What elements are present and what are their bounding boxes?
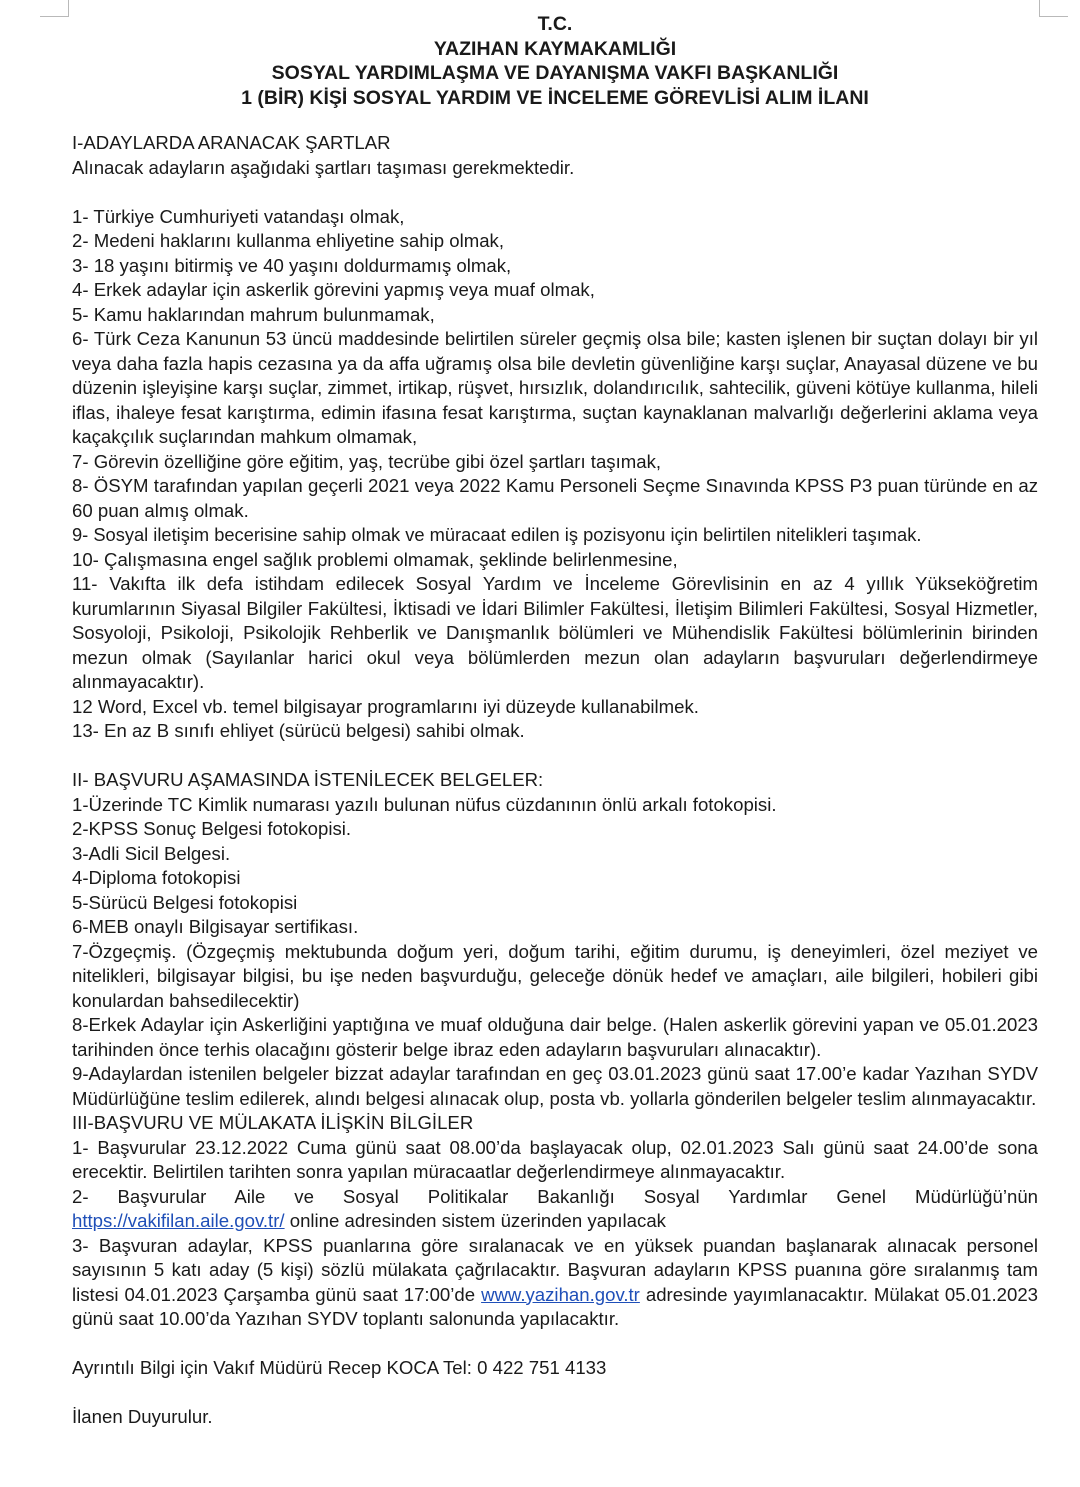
section1-intro: Alınacak adayların aşağıdaki şartları taşıması gerekmektedir. — [72, 156, 575, 178]
application-item-2-rest: online adresinden sistem üzerinden yapılacak — [284, 1210, 666, 1231]
condition-item-4: 4- Erkek adaylar için askerlik görevini yapmış veya muaf olmak, — [72, 279, 595, 300]
spacer — [72, 744, 1038, 769]
condition-item-10: 10- Çalışmasına engel sağlık problemi olmamak, şeklinde belirlenmesine, — [72, 548, 678, 570]
document-item-4: 4-Diploma fotokopisi — [72, 867, 241, 888]
document-page — [72, 12, 1038, 1430]
document-item-2: 2-KPSS Sonuç Belgesi fotokopisi. — [72, 818, 352, 839]
condition-item-12: 12 Word, Excel vb. temel bilgisayar programlarını iyi düzeyde kullanabilmek. — [72, 695, 699, 717]
condition-item-3: 3- 18 yaşını bitirmiş ve 40 yaşını doldurmamış olmak, — [72, 254, 512, 276]
vakifilan-link[interactable]: https://vakifilan.aile.gov.tr/ — [72, 1210, 285, 1231]
document-item-5: 5-Sürücü Belgesi fotokopisi — [72, 891, 298, 913]
condition-item-5: 5- Kamu haklarından mahrum bulunmamak, — [72, 303, 435, 325]
section2-heading: II- BAŞVURU AŞAMASINDA İSTENİLECEK BELGELER: — [72, 769, 544, 790]
condition-item-11: 11- Vakıfta ilk defa istihdam edilecek Sosyal Yardım ve İnceleme Görevlisinin en az 4 yıllık Yükseköğretim kurumlarının Siyasal Bilgiler Fakültesi, İktisadi ve İdari Bilimler Fakültesi, İletişim Bilimleri Fakültesi, Sosyal Hizmetler, Sosyoloji, Psikoloji, Psikolojik Rehberlik ve Danışmanlık bölümleri ve Mühendislik Fakültesi bölümlerinin birinden mezun olmak (Sayılanlar harici okul veya bölümlerden mezun olan adayların başvuruları değerlendirmeye alınmayacaktır). — [72, 573, 1038, 692]
section3-heading: III-BAŞVURU VE MÜLAKATA İLİŞKİN BİLGİLER — [72, 1112, 474, 1133]
document-item-7: 7-Özgeçmiş. (Özgeçmiş mektubunda doğum yeri, doğum tarihi, eğitim durumu, iş deneyimleri, özel meziyet ve nitelikleri, bilgisayar bilgisi, bu işe neden başvurduğu, geleceğe dönük hedef ve amaçları, aile bilgileri, hobileri gibi konulardan bahsedilecektir) — [72, 940, 1038, 1011]
document-item-6: 6-MEB onaylı Bilgisayar sertifikası. — [72, 916, 359, 937]
application-item-1: 1- Başvurular 23.12.2022 Cuma günü saat 08.00’da başlayacak olup, 02.01.2023 Salı günü saat 24.00’de sona erecektir. Belirtilen tarihten sonra yapılan müracaatlar değerlendirmeye alınmayacaktır. — [72, 1136, 1038, 1182]
spacer — [72, 1381, 1038, 1406]
document-item-9: 9-Adaylardan istenilen belgeler bizzat adaylar tarafından en geç 03.01.2023 günü saat 17.00’e kadar Yazıhan SYDV Müdürlüğüne teslim edilerek, alındı belgesi alınacak olup, posta vb. yollarla gönderilen belgeler teslim alınmayacaktır. — [72, 1063, 1038, 1109]
application-item-2-line2 — [72, 1209, 1038, 1234]
header-ilan-title: 1 (BİR) KİŞİ SOSYAL YARDIM VE İNCELEME GÖREVLİSİ ALIM İLANI — [241, 86, 869, 109]
document-item-8: 8-Erkek Adaylar için Askerliğini yaptığına ve muaf olduğuna dair belge. (Halen askerlik görevini yapan ve 05.01.2023 tarihinden önce terhis olacağını gösterir belge ibraz eden adayların başvuruları alınacaktır). — [72, 1014, 1038, 1060]
closing-text: İlanen Duyurulur. — [72, 1406, 213, 1427]
condition-item-7: 7- Görevin özelliğine göre eğitim, yaş, tecrübe gibi özel şartları taşımak, — [72, 450, 662, 472]
spacer — [72, 1332, 1038, 1357]
spacer — [72, 180, 1038, 205]
page-corner-mark-left — [40, 0, 69, 17]
section1-heading: I-ADAYLARDA ARANACAK ŞARTLAR — [72, 132, 391, 153]
header-tc: T.C. — [537, 13, 573, 35]
yazihan-gov-link[interactable]: www.yazihan.gov.tr — [481, 1283, 640, 1305]
condition-item-6: 6- Türk Ceza Kanunun 53 üncü maddesinde belirtilen süreler geçmiş olsa bile; kasten işlenen bir suçtan dolayı bir yıl veya daha fazla hapis cezasına ya da affa uğramış olsa bile devletin güvenliğine karşı suçlar, Anayasal düzene ve bu düzenin işleyişine karşı suçlar, zimmet, irtikap, rüşvet, hırsızlık, dolandırıcılık, sahtecilik, güveni kötüye kullanma, hileli iflas, ihaleye fesat karıştırma, edimin ifasına fesat karıştırma, suçtan kaynaklanan malvarlığı değerlerini aklama veya kaçakçılık suçlarından mahkum olmamak, — [72, 328, 1038, 447]
condition-item-9: 9- Sosyal iletişim becerisine sahip olmak ve müracaat edilen iş pozisyonu için belirtilen nitelikleri taşımak. — [72, 524, 922, 545]
header-vakif: SOSYAL YARDIMLAŞMA VE DAYANIŞMA VAKFI BAŞKANLIĞI — [271, 62, 839, 84]
condition-item-1: 1- Türkiye Cumhuriyeti vatandaşı olmak, — [72, 205, 405, 227]
document-item-3: 3-Adli Sicil Belgesi. — [72, 842, 231, 864]
condition-item-8: 8- ÖSYM tarafından yapılan geçerli 2021 veya 2022 Kamu Personeli Seçme Sınavında KPSS P3 puan türünde en az 60 puan almış olmak. — [72, 475, 1038, 521]
contact-info: Ayrıntılı Bilgi için Vakıf Müdürü Recep KOCA Tel: 0 422 751 4133 — [72, 1357, 607, 1378]
header-kaymakamlik: YAZIHAN KAYMAKAMLIĞI — [433, 37, 677, 60]
condition-item-2: 2- Medeni haklarını kullanma ehliyetine sahip olmak, — [72, 230, 505, 251]
document-header — [72, 12, 1038, 110]
condition-item-13: 13- En az B sınıfı ehliyet (sürücü belgesi) sahibi olmak. — [72, 720, 525, 741]
application-item-3-text: 3- Başvuran adaylar, KPSS puanlarına göre sıralanacak ve en yüksek puandan başlanarak alınacak personel sayısının 5 katı aday (5 kişi) sözlü mülakata çağrılacaktır. Başvuran adayların KPSS puanına göre sıralanmış tam listesi 04.01.2023 Çarşamba günü saat 17:00’de — [72, 1234, 1038, 1305]
document-item-1: 1-Üzerinde TC Kimlik numarası yazılı bulunan nüfus cüzdanının önlü arkalı fotokopisi. — [72, 793, 777, 815]
application-item-2-line1: 2- Başvurular Aile ve Sosyal Politikalar Bakanlığı Sosyal Yardımlar Genel Müdürlüğü’nün — [72, 1185, 1038, 1207]
application-item-3-rest: adresinde yayımlanacaktır. Mülakat 05.01.2023 günü saat 10.00’da Yazıhan SYDV toplantı salonunda yapılacaktır. — [72, 1283, 1038, 1329]
application-item-3 — [72, 1234, 1038, 1332]
page-corner-mark-right — [1039, 0, 1068, 17]
